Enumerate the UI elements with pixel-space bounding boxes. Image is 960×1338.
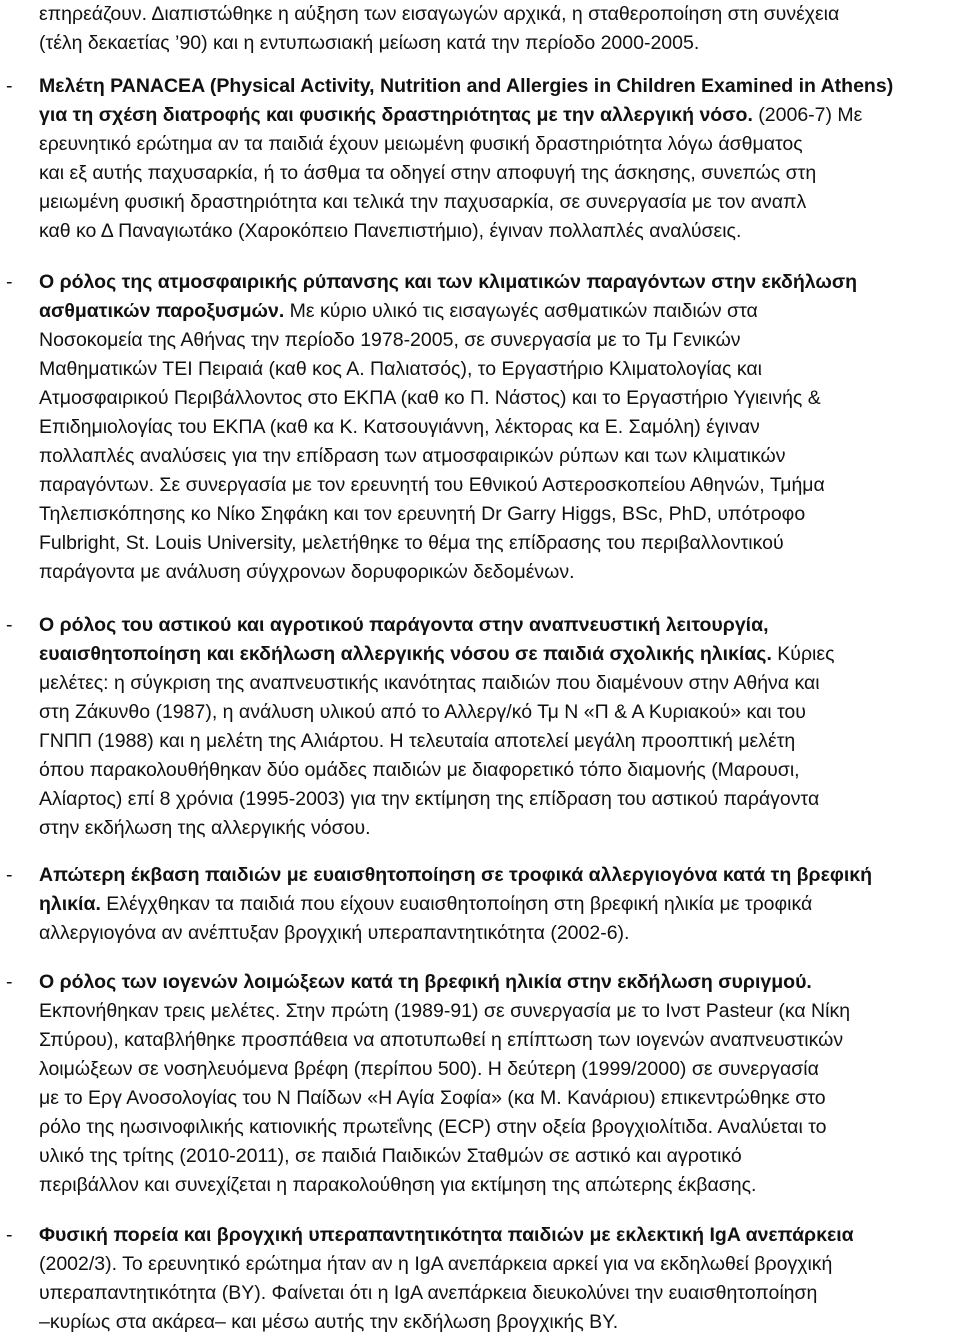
text-line	[39, 669, 944, 698]
text-run: πολλαπλές αναλύσεις για την επίδραση των ατμοσφαιρικών ρύπων και των κλιματικών	[39, 445, 786, 467]
bold-text-run: Φυσική πορεία και βρογχική υπεραπαντητικότητα παιδιών με εκλεκτική IgA ανεπάρκεια	[39, 1224, 854, 1246]
text-line	[39, 529, 944, 558]
text-line	[39, 1171, 944, 1200]
text-run: ΓΝΠΠ (1988) και η μελέτη της Αλιάρτου. Η τελευταία αποτελεί μεγάλη προοπτική μελέτη	[39, 730, 796, 752]
text-run: ρόλο της ηωσινοφιλικής κατιονικής πρωτεΐνης (ECP) στην οξεία βρογχιολίτιδα. Αναλύεται το	[39, 1116, 827, 1138]
text-run: παραγόντων. Σε συνεργασία με τον ερευνητή του Εθνικού Αστεροσκοπείου Αθηνών, Τμήμα	[39, 474, 825, 496]
bold-text-run: Απώτερη έκβαση παιδιών με ευαισθητοποίηση σε τροφικά αλλεργιογόνα κατά τη βρεφική	[39, 864, 873, 886]
text-run: Αλίαρτος) επί 8 χρόνια (1995-2003) για την εκτίμηση της επίδραση του αστικού παράγοντα	[39, 788, 820, 810]
text-line	[39, 101, 944, 130]
text-run: Ατμοσφαιρικού Περιβάλλοντος στο ΕΚΠΑ (καθ κο Π. Νάστος) και το Εργαστήριο Υγιεινής &	[39, 387, 821, 409]
text-line	[39, 268, 944, 297]
text-run: στη Ζάκυνθο (1987), η ανάλυση υλικού από το Αλλεργ/κό Τμ Ν «Π & Α Κυριακού» και του	[39, 701, 806, 723]
bold-text-run: Ο ρόλος των ιογενών λοιμώξεων κατά τη βρεφική ηλικία στην εκδήλωση συριγμού.	[39, 971, 812, 993]
text-line	[39, 1308, 944, 1337]
bold-text-run: για τη σχέση διατροφής και φυσικής δραστηριότητας με την αλλεργική νόσο.	[39, 104, 753, 126]
text-run: μειωμένη φυσική δραστηριότητα και τελικά την παχυσαρκία, σε συνεργασία με τον αναπλ	[39, 191, 807, 213]
text-run: Κύριες	[771, 643, 835, 665]
text-run: Εκπονήθηκαν τρεις μελέτες. Στην πρώτη (1989-91) σε συνεργασία με το Ινστ Pasteur (κα Νίκη	[39, 1000, 851, 1022]
text-line	[39, 919, 944, 948]
text-line	[39, 1221, 944, 1250]
text-line	[39, 640, 944, 669]
text-line	[39, 785, 944, 814]
bullet-text	[39, 1221, 944, 1337]
text-run: μελέτες: η σύγκριση της αναπνευστικής ικανότητας παιδιών που διαμένουν στην Αθήνα και	[39, 672, 820, 694]
text-line	[39, 1113, 944, 1142]
bullet-text	[39, 861, 944, 948]
text-run: υλικό της τρίτης (2010-2011), σε παιδιά Παιδικών Σταθμών σε αστικό και αγροτικό	[39, 1145, 742, 1167]
text-line	[39, 1026, 944, 1055]
bullet-dash: -	[6, 614, 13, 636]
text-run: Ελέγχθηκαν τα παιδιά που είχουν ευαισθητοποίηση στη βρεφική ηλικία με τροφικά	[100, 893, 813, 915]
text-line	[39, 1279, 944, 1308]
text-run: αλλεργιογόνα αν ανέπτυξαν βρογχική υπεραπαντητικότητα (2002-6).	[39, 922, 630, 944]
text-run: ερευνητικό ερώτημα αν τα παιδιά έχουν μειωμένη φυσική δραστηριότητα λόγω άσθματος	[39, 133, 803, 155]
bold-text-run: ευαισθητοποίηση και εκδήλωση αλλεργικής νόσου σε παιδιά σχολικής ηλικίας.	[39, 643, 772, 665]
bullet-dash: -	[6, 75, 13, 97]
intro-paragraph	[39, 0, 939, 58]
text-line	[39, 355, 944, 384]
text-line	[39, 442, 944, 471]
text-line	[39, 1084, 944, 1113]
text-line	[39, 326, 944, 355]
bullet-text	[39, 611, 944, 843]
text-line	[39, 861, 944, 890]
text-line	[39, 0, 939, 29]
bullet-text	[39, 72, 944, 246]
text-run: με το Εργ Ανοσολογίας του Ν Παίδων «Η Αγία Σοφία» (κα Μ. Κανάριου) επικεντρώθηκε στο	[39, 1087, 826, 1109]
text-line	[39, 698, 944, 727]
bullet-dash: -	[6, 1224, 13, 1246]
text-run: (2006-7) Με	[752, 104, 863, 126]
text-line	[39, 297, 944, 326]
bold-text-run: Ο ρόλος της ατμοσφαιρικής ρύπανσης και των κλιματικών παραγόντων στην εκδήλωση	[39, 271, 858, 293]
bold-text-run: Μελέτη PANACEA (Physical Activity, Nutrition and Allergies in Children Examined in Athens)	[39, 75, 894, 97]
text-run: καθ κο Δ Παναγιωτάκο (Χαροκόπειο Πανεπιστήμιο), έγιναν πολλαπλές αναλύσεις.	[39, 220, 742, 242]
text-run: στην εκδήλωση της αλλεργικής νόσου.	[39, 817, 371, 839]
bold-text-run: Ο ρόλος του αστικού και αγροτικού παράγοντα στην αναπνευστική λειτουργία,	[39, 614, 769, 636]
text-line	[39, 1250, 944, 1279]
text-line	[39, 188, 944, 217]
text-run: Fulbright, St. Louis University, μελετήθηκε το θέμα της επίδρασης του περιβαλλοντικού	[39, 532, 784, 554]
text-line	[39, 756, 944, 785]
text-run: Επιδημιολογίας του ΕΚΠΑ (καθ κα Κ. Κατσουγιάννη, λέκτορας κα Ε. Σαμόλη) έγιναν	[39, 416, 760, 438]
text-run: παράγοντα με ανάλυση σύγχρονων δορυφορικών δεδομένων.	[39, 561, 575, 583]
text-line	[39, 997, 944, 1026]
text-line	[39, 384, 944, 413]
text-line	[39, 1055, 944, 1084]
text-run: Με κύριο υλικό τις εισαγωγές ασθματικών παιδιών στα	[284, 300, 758, 322]
text-line	[39, 611, 944, 640]
text-line	[39, 814, 944, 843]
bullet-dash: -	[6, 971, 13, 993]
text-run: Τηλεπισκόπησης κο Νίκο Σηφάκη και τον ερευνητή Dr Garry Higgs, BSc, PhD, υπότροφο	[39, 503, 806, 525]
bold-text-run: ηλικία.	[39, 893, 101, 915]
text-line	[39, 968, 944, 997]
text-run: και εξ αυτής παχυσαρκία, ή το άσθμα τα οδηγεί στην αποφυγή της άσκησης, συνεπώς στη	[39, 162, 817, 184]
text-line	[39, 72, 944, 101]
text-run: υπεραπαντητικότητα (ΒΥ). Φαίνεται ότι η IgA ανεπάρκεια διευκολύνει την ευαισθητοποίηση	[39, 1282, 818, 1304]
text-run: (2002/3). Το ερευνητικό ερώτημα ήταν αν η IgA ανεπάρκεια αρκεί για να εκδηλωθεί βρογχική	[39, 1253, 833, 1275]
bullet-dash: -	[6, 271, 13, 293]
text-line	[39, 727, 944, 756]
text-line	[39, 159, 944, 188]
text-run: όπου παρακολουθήθηκαν δύο ομάδες παιδιών με διαφορετικό τόπο διαμονής (Μαρουσι,	[39, 759, 800, 781]
bullet-text	[39, 968, 944, 1200]
text-line	[39, 217, 944, 246]
text-run: Νοσοκομεία της Αθήνας την περίοδο 1978-2005, σε συνεργασία με το Τμ Γενικών	[39, 329, 741, 351]
text-run: επηρεάζουν. Διαπιστώθηκε η αύξηση των εισαγωγών αρχικά, η σταθεροποίηση στη συνέχεια	[39, 3, 840, 25]
bullet-dash: -	[6, 864, 13, 886]
text-run: (τέλη δεκαετίας ’90) και η εντυπωσιακή μείωση κατά την περίοδο 2000-2005.	[39, 32, 700, 54]
text-line	[39, 1142, 944, 1171]
text-line	[39, 130, 944, 159]
text-run: –κυρίως στα ακάρεα– και μέσω αυτής την εκδήλωση βρογχικής ΒΥ.	[39, 1311, 619, 1333]
text-run: περιβάλλον και συνεχίζεται η παρακολούθηση για εκτίμηση της απώτερης έκβασης.	[39, 1174, 757, 1196]
bold-text-run: ασθματικών παροξυσμών.	[39, 300, 285, 322]
text-line	[39, 471, 944, 500]
bullet-text	[39, 268, 944, 587]
text-line	[39, 29, 939, 58]
text-line	[39, 558, 944, 587]
text-run: Μαθηματικών ΤΕΙ Πειραιά (καθ κος Α. Παλιατσός), το Εργαστήριο Κλιματολογίας και	[39, 358, 762, 380]
text-run: λοιμώξεων σε νοσηλευόμενα βρέφη (περίπου 500). Η δεύτερη (1999/2000) σε συνεργασία	[39, 1058, 819, 1080]
text-line	[39, 890, 944, 919]
text-line	[39, 413, 944, 442]
text-run: Σπύρου), καταβλήθηκε προσπάθεια να αποτυπωθεί η επίπτωση των ιογενών αναπνευστικών	[39, 1029, 844, 1051]
text-line	[39, 500, 944, 529]
